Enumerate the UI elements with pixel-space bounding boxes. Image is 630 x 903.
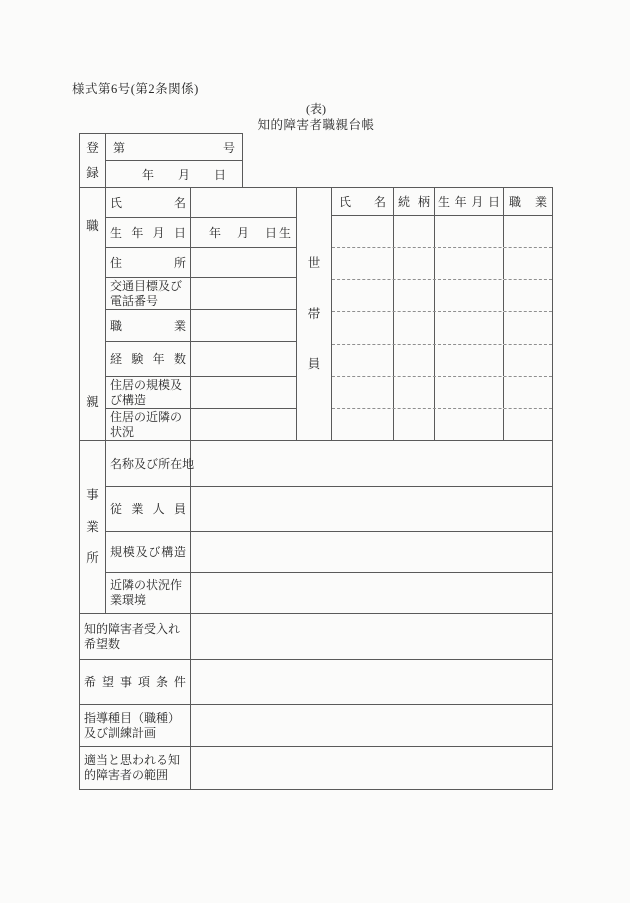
- row-value: [191, 660, 552, 704]
- row-name-location: [106, 441, 552, 487]
- household-row: [332, 248, 552, 280]
- registration-vertical-label: 登 録: [80, 134, 106, 187]
- household-col-name: 氏 名: [332, 188, 394, 215]
- household-header: [332, 188, 552, 216]
- row-label: 指導種目（職種）及び訓練計画: [80, 705, 191, 746]
- row-value: [191, 409, 296, 440]
- row-label: 適当と思われる知的障害者の範囲: [80, 747, 191, 789]
- row-label: 近隣の状況作業環境: [106, 573, 191, 613]
- registration-number-prefix: 第: [113, 140, 126, 155]
- row-label: 住居の規模及び構造: [106, 377, 191, 408]
- row-value: [191, 377, 296, 408]
- row-work-environment: [106, 573, 552, 613]
- household-row: [332, 312, 552, 344]
- row-value: [191, 441, 552, 486]
- group-label-establishment: 事 業 所: [80, 441, 106, 613]
- row-label: 生 年 月 日: [106, 218, 191, 247]
- row-label: 職 業: [106, 310, 191, 341]
- row-employees: [106, 487, 552, 532]
- row-value: [191, 573, 552, 613]
- household-row: [332, 377, 552, 409]
- row-neighborhood: [106, 409, 296, 440]
- household-row: [332, 216, 552, 248]
- registration-box: [79, 133, 243, 187]
- group-label-employer: 職 親: [80, 188, 106, 440]
- row-value: [191, 188, 296, 217]
- conditions-band: [80, 614, 552, 789]
- page-title: 知的障害者職親台帳: [257, 118, 375, 132]
- row-value: [191, 342, 296, 376]
- employer-band: [80, 188, 552, 441]
- row-landmark-phone: [106, 278, 296, 310]
- row-value: [191, 487, 552, 531]
- sheet-side-label: (表): [306, 102, 326, 116]
- row-label: 経 験 年 数: [106, 342, 191, 376]
- row-value: [191, 310, 296, 341]
- row-value: 年 月 日生: [208, 226, 293, 240]
- row-label: 知的障害者受入れ希望数: [80, 614, 191, 659]
- establishment-band: [80, 441, 552, 614]
- row-value: [191, 532, 552, 572]
- row-label: 従 業 人 員: [106, 487, 191, 531]
- row-label: 氏 名: [106, 188, 191, 217]
- registration-date-row: 年 月 日: [141, 167, 232, 182]
- row-name: [106, 188, 296, 218]
- row-desired-number: [80, 614, 552, 660]
- row-label: 規 模 及 び 構 造: [106, 532, 191, 572]
- row-years-experience: [106, 342, 296, 377]
- form-table: [79, 187, 553, 790]
- row-value: [191, 614, 552, 659]
- row-scale-structure: [106, 532, 552, 573]
- registration-number-suffix: 号: [222, 140, 235, 155]
- household-table: [332, 188, 552, 440]
- household-row: [332, 345, 552, 377]
- household-col-birthdate: 生 年 月 日: [435, 188, 504, 215]
- row-birthdate: [106, 218, 296, 248]
- registration-rows: [106, 134, 242, 187]
- household-row: [332, 280, 552, 312]
- row-value: [191, 278, 296, 309]
- group-label-household: 世 帯 員: [297, 188, 332, 440]
- form-number: 様式第6号(第2条関係): [72, 82, 199, 96]
- row-label: 交通目標及び電話番号: [106, 278, 191, 309]
- establishment-rows: [106, 441, 552, 613]
- household-col-relationship: 続 柄: [394, 188, 435, 215]
- household-col-occupation: 職 業: [509, 194, 547, 209]
- row-training-plan: [80, 705, 552, 747]
- registration-number-row: [106, 134, 242, 161]
- row-label: 希 望 事 項 条 件: [80, 660, 191, 704]
- row-label: 名 称 及 び 所 在 地: [106, 441, 191, 486]
- household-row: [332, 409, 552, 440]
- employer-rows: [106, 188, 297, 440]
- row-residence-size: [106, 377, 296, 409]
- row-occupation: [106, 310, 296, 342]
- row-value: [191, 747, 552, 789]
- row-value: [191, 248, 296, 277]
- row-value: [191, 705, 552, 746]
- row-label: 住 所: [106, 248, 191, 277]
- row-suitable-range: [80, 747, 552, 789]
- row-label: 住居の近隣の状況: [106, 409, 191, 440]
- row-desired-terms: [80, 660, 552, 705]
- row-address: [106, 248, 296, 278]
